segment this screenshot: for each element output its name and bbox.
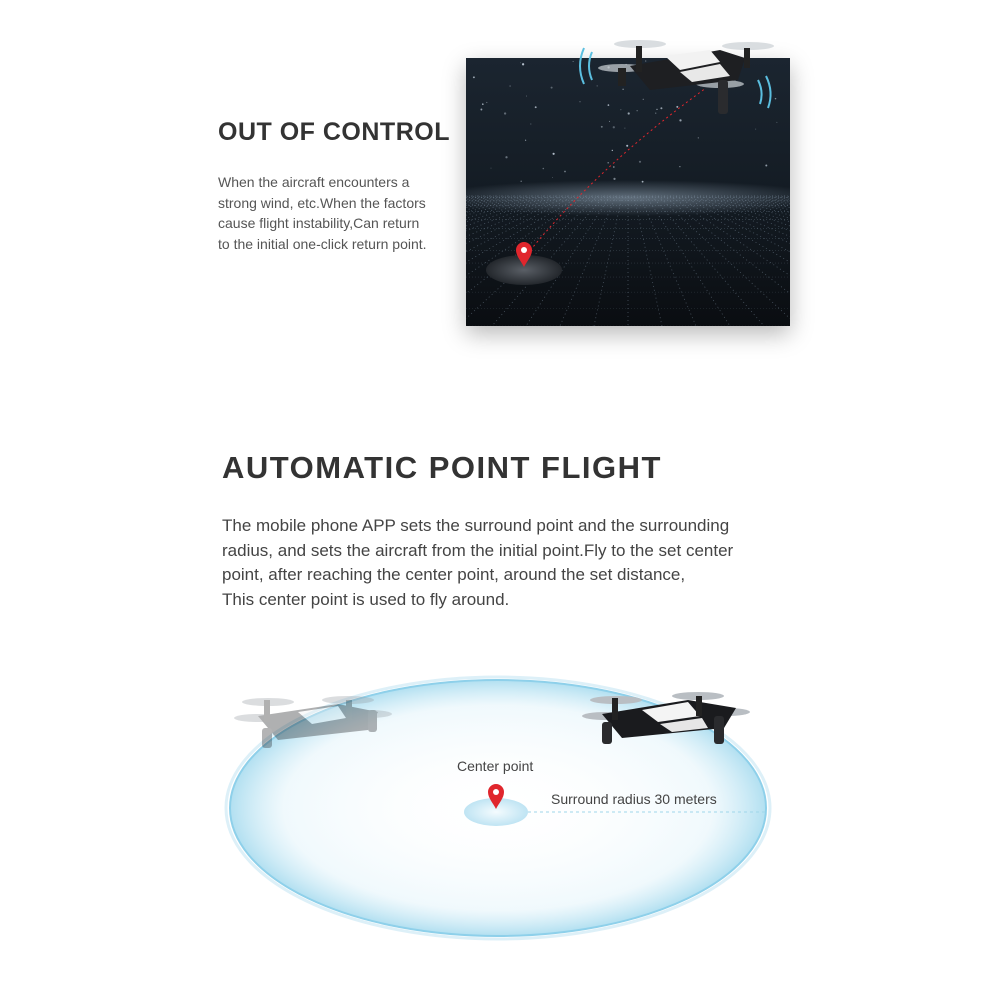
description-line: to the initial one-click return point. [218,235,427,252]
description-line: cause flight instability,Can return [218,215,420,231]
out-of-control-title: OUT OF CONTROL [218,118,450,146]
center-point-label: Center point [457,758,534,774]
description-line: The mobile phone APP sets the surround point and the surrounding [222,516,730,535]
description-line: radius, and sets the aircraft from the initial point.Fly to the set center [222,540,734,560]
automatic-point-flight-title: AUTOMATIC POINT FLIGHT [222,450,662,485]
description-line: strong wind, etc.When the factors [218,194,426,211]
description-line: When the aircraft encounters a [218,174,410,190]
description-line: point, after reaching the center point, around the set distance, [222,565,686,584]
description-line: This center point is used to fly around. [222,589,510,609]
surround-radius-label: Surround radius 30 meters [551,791,717,807]
